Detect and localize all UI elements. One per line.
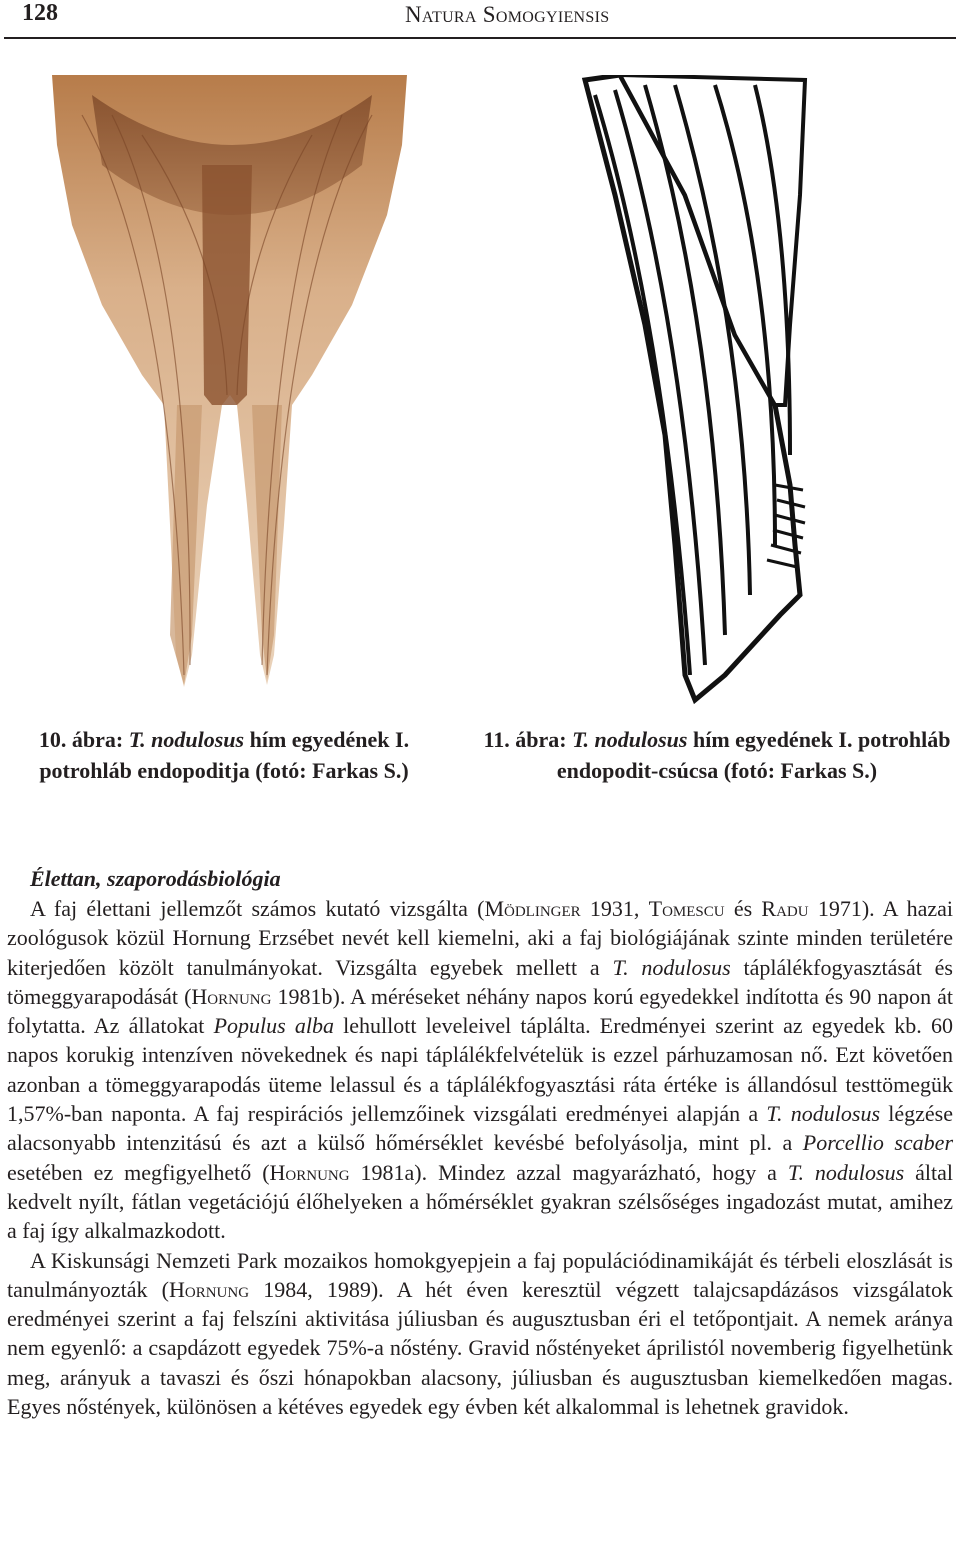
text-run: 1981b). A méréseket néhány napos korú egyedekkel indította és 90 napon át folytatta. Az állatokat xyxy=(7,983,954,1039)
species-name: T. nodulosus xyxy=(787,1159,905,1185)
species-name: T. nodulosus xyxy=(766,1101,881,1127)
text-run: 1931, xyxy=(580,896,649,921)
author-name: Radu xyxy=(761,896,809,921)
figure-11-species: T. nodulosus xyxy=(572,727,688,752)
text-run: 1981a). Mindez azzal magyarázható, hogy a xyxy=(349,1159,788,1185)
species-name: T. nodulosus xyxy=(612,954,731,980)
text-run: 1971). A hazai zoológusok közül Hornung Erzsébet nevét kell kiemelni, aki a faj biológiájának szinte minden területére kiterjedően közölt tanulmányokat. Vizsgálta egyebek mellett a xyxy=(7,896,953,980)
section-heading: Élettan, szaporodásbiológia xyxy=(30,866,281,891)
author-name: Hornung xyxy=(168,1276,250,1302)
author-name: Tomescu xyxy=(648,896,725,921)
species-name: Porcellio scaber xyxy=(802,1130,954,1156)
paragraph-2 xyxy=(7,1246,953,1422)
species-name: Populus alba xyxy=(213,1013,334,1039)
figure-10-label: 10. ábra: xyxy=(38,727,124,752)
figure-11-text: hím egyedének I. potrohláb endopodit-csúcsa (fotó: Farkas S.) xyxy=(556,727,951,783)
text-run: esetében ez megfigyelhető ( xyxy=(7,1159,270,1185)
author-name: Mödlinger xyxy=(484,896,581,921)
text-run: A Kiskunsági Nemzeti Park mozaikos homokgyepjein a faj populációdinamikáját és térbeli eloszlását is tanulmányozták ( xyxy=(7,1247,953,1302)
figure-10-caption xyxy=(10,724,438,786)
figure-10-species: T. nodulosus xyxy=(128,727,245,752)
figure-11-label: 11. ábra: xyxy=(483,727,567,752)
author-name: Hornung xyxy=(269,1159,350,1185)
page-header xyxy=(0,0,960,40)
text-run: által kedvelt nyílt, fátlan vegetációjú élőhelyeken a hőmérséklet gyakran szélsőséges ingadozást mutat, amihez a faj így alkalmazkodott. xyxy=(7,1159,953,1244)
text-run: A faj élettani jellemzőt számos kutató vizsgálta ( xyxy=(30,896,485,921)
text-run: táplálékfogyasztását és tömeggyarapodását ( xyxy=(7,954,953,1009)
figure-10-text: hím egyedének I. potrohláb endopoditja (fotó: Farkas S.) xyxy=(39,727,410,783)
figure-11-photo xyxy=(575,75,810,705)
journal-title: Natura Somogyiensis xyxy=(405,2,610,27)
body-text xyxy=(7,894,953,1421)
figure-11-caption xyxy=(478,724,956,786)
text-run: lehullott leveleivel táplálta. Eredményei szerint az egyedek kb. 60 napos korukig intenzíven növekednek és napi táplálékfelvételük is ezzel párhuzamosan nő. Ezt követően azonban a tömeggyarapodás üteme lelassul és a táplálékfogyasztási ráta értéke is állandósul testtömegük 1,57%-ban naponta. A faj respirációs jellemzőinek vizsgálati eredményei alapján a xyxy=(7,1013,953,1127)
author-name: Hornung xyxy=(191,983,272,1009)
page-number: 128 xyxy=(22,0,58,26)
header-rule xyxy=(4,37,956,39)
paragraph-1 xyxy=(7,894,953,1246)
text-run: légzése alacsonyabb intenzitású és azt a külső hőmérséklet kevésbé befolyásolja, mint pl. a xyxy=(7,1101,954,1156)
text-run: és xyxy=(724,896,762,921)
figure-10-photo xyxy=(52,75,412,695)
text-run: 1984, 1989). A hét éven keresztül végzett talajcsapdázásos vizsgálatok eredményei szerint a faj felszíni aktivitása júliusban és augusztusban éri el tetőpontjait. A nemek aránya nem egyenlő: a csapdázott egyedek 75%-a nőstény. Gravid nőstényeket áprilistól novemberig figyelhetünk meg, arányuk a tavaszi és őszi hónapokban alacsony, júliusban és augusztusban kiemelkedően magas. Egyes nőstények, különösen a kétéves egyedek egy évben két alkalommal is lehetnek gravidok. xyxy=(7,1276,953,1420)
